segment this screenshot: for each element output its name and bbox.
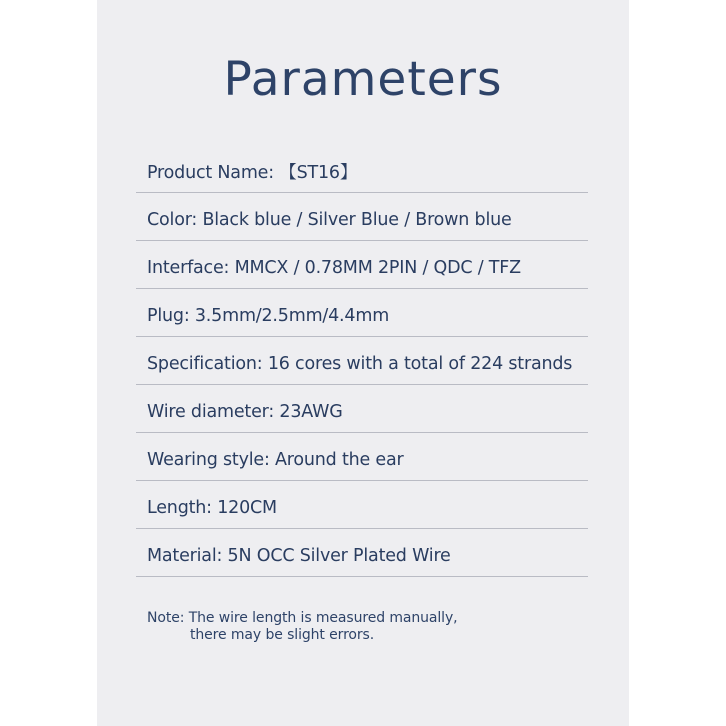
page-title: Parameters: [223, 52, 503, 107]
param-length: Length: 120CM: [136, 481, 588, 529]
note: [147, 610, 458, 644]
note-line-1: Note: The wire length is measured manually,: [147, 610, 458, 626]
param-interface: Interface: MMCX / 0.78MM 2PIN / QDC / TFZ: [136, 241, 588, 289]
param-specification: Specification: 16 cores with a total of 224 strands: [136, 337, 588, 385]
parameters-card: [97, 0, 629, 726]
param-plug: Plug: 3.5mm/2.5mm/4.4mm: [136, 289, 588, 337]
param-product-name: Product Name: 【ST16】: [136, 145, 588, 193]
param-material: Material: 5N OCC Silver Plated Wire: [136, 529, 588, 577]
param-wire-diameter: Wire diameter: 23AWG: [136, 385, 588, 433]
parameters-list: [136, 145, 588, 577]
param-color: Color: Black blue / Silver Blue / Brown blue: [136, 193, 588, 241]
note-line-2: there may be slight errors.: [190, 627, 375, 643]
param-wearing-style: Wearing style: Around the ear: [136, 433, 588, 481]
